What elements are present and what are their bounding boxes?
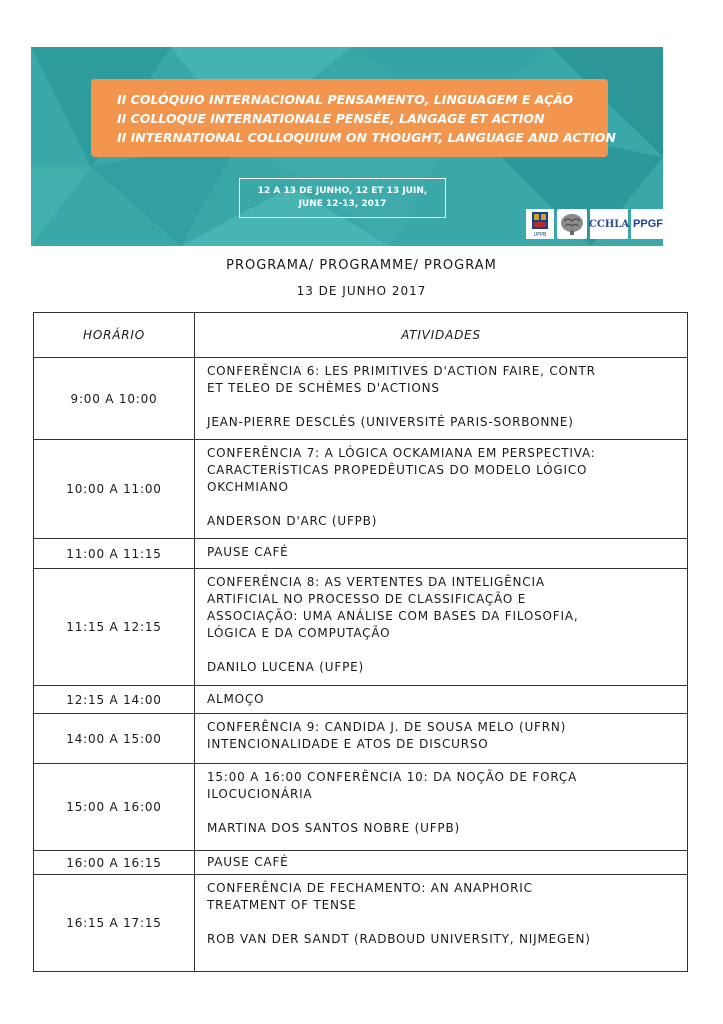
activity-line: CONFERÊNCIA 6: LES PRIMITIVES D'ACTION FAIRE, CONTR <box>207 364 596 378</box>
date-line-1: 12 A 13 DE JUNHO, 12 ET 13 JUIN, <box>257 186 428 196</box>
activity-line: TREATMENT OF TENSE <box>207 898 357 912</box>
row-time: 16:00 A 16:15 <box>34 851 195 875</box>
activity-speaker: DANILO LUCENA (UFPE) <box>207 660 364 674</box>
row-activity <box>195 569 688 686</box>
row-time: 14:00 A 15:00 <box>34 714 195 764</box>
cchla-logo-text: CCHLA <box>588 218 630 230</box>
title-box <box>91 79 616 157</box>
row-time: 10:00 A 11:00 <box>34 440 195 539</box>
ppgf-logo-text: PPGF <box>633 217 663 230</box>
title-line-pt: II COLÓQUIO INTERNACIONAL PENSAMENTO, LINGUAGEM E AÇÃO <box>117 91 574 107</box>
activity-line: CARACTERÍSTICAS PROPEDÊUTICAS DO MODELO LÓGICO <box>207 463 588 477</box>
activity-line: PAUSE CAFÉ <box>207 855 289 869</box>
row-activity <box>195 851 688 875</box>
title-line-fr: II COLLOQUE INTERNATIONALE PENSÉE, LANGAGE ET ACTION <box>117 110 545 126</box>
row-time: 12:15 A 14:00 <box>34 686 195 714</box>
activity-line: PAUSE CAFÉ <box>207 545 289 559</box>
ufpb-logo <box>526 209 554 239</box>
activity-line: ASSOCIAÇÃO: UMA ANÁLISE COM BASES DA FILOSOFIA, <box>207 609 579 623</box>
event-banner <box>31 47 663 246</box>
row-activity <box>195 714 688 764</box>
ufpb-crest-icon <box>529 210 551 238</box>
activity-line: INTENCIONALIDADE E ATOS DE DISCURSO <box>207 737 489 751</box>
activity-line: CONFERÊNCIA DE FECHAMENTO: AN ANAPHORIC <box>207 881 533 895</box>
row-activity <box>195 358 688 440</box>
activity-speaker: MARTINA DOS SANTOS NOBRE (UFPB) <box>207 821 460 835</box>
table-row <box>34 875 688 972</box>
row-activity <box>195 539 688 569</box>
activity-line: ILOCUCIONÁRIA <box>207 787 313 801</box>
program-date: 13 DE JUNHO 2017 <box>296 284 427 298</box>
cchla-logo <box>590 209 628 239</box>
activity-line: OKCHMIANO <box>207 480 289 494</box>
activity-line: CONFERÊNCIA 9: CANDIDA J. DE SOUSA MELO (UFRN) <box>207 720 567 734</box>
date-line-2: JUNE 12-13, 2017 <box>298 199 387 209</box>
row-time: 11:00 A 11:15 <box>34 539 195 569</box>
ppgf-logo <box>631 209 663 239</box>
table-row <box>34 539 688 569</box>
header-activities: ATIVIDADES <box>195 313 688 358</box>
row-activity <box>195 440 688 539</box>
partner-logos <box>526 209 663 239</box>
brain-logo <box>557 209 587 239</box>
row-time: 16:15 A 17:15 <box>34 875 195 972</box>
table-header-row <box>34 313 688 358</box>
activity-line: LÓGICA E DA COMPUTAÇÃO <box>207 626 391 640</box>
activity-speaker: ROB VAN DER SANDT (RADBOUD UNIVERSITY, NIJMEGEN) <box>207 932 591 946</box>
row-activity <box>195 875 688 972</box>
table-row <box>34 851 688 875</box>
activity-speaker: ANDERSON D'ARC (UFPB) <box>207 514 378 528</box>
activity-line: 15:00 A 16:00 CONFERÊNCIA 10: DA NOÇÃO DE FORÇA <box>207 770 578 784</box>
table-row <box>34 358 688 440</box>
activity-line: CONFERÊNCIA 8: AS VERTENTES DA INTELIGÊNCIA <box>207 575 545 589</box>
date-box <box>239 178 446 218</box>
row-activity <box>195 686 688 714</box>
row-time: 11:15 A 12:15 <box>34 569 195 686</box>
table-row <box>34 764 688 851</box>
table-row <box>34 714 688 764</box>
table-row <box>34 686 688 714</box>
activity-line: ET TELEO DE SCHÈMES D'ACTIONS <box>207 381 440 395</box>
schedule-table <box>33 312 688 972</box>
table-row <box>34 569 688 686</box>
activity-line: ALMOÇO <box>207 692 265 706</box>
activity-line: ARTIFICIAL NO PROCESSO DE CLASSIFICAÇÃO E <box>207 592 527 606</box>
ufpb-label: UFPB <box>533 232 547 238</box>
table-row <box>34 440 688 539</box>
activity-line: CONFERÊNCIA 7: A LÓGICA OCKAMIANA EM PERSPECTIVA: <box>207 446 596 460</box>
title-line-en: II INTERNATIONAL COLLOQUIUM ON THOUGHT, LANGUAGE AND ACTION <box>117 129 616 145</box>
brain-icon <box>559 212 585 236</box>
row-activity <box>195 764 688 851</box>
header-time: HORÁRIO <box>34 313 195 358</box>
row-time: 15:00 A 16:00 <box>34 764 195 851</box>
row-time: 9:00 A 10:00 <box>34 358 195 440</box>
activity-speaker: JEAN-PIERRE DESCLÉS (UNIVERSITÉ PARIS-SORBONNE) <box>207 415 574 429</box>
program-title: PROGRAMA/ PROGRAMME/ PROGRAM <box>226 258 497 273</box>
